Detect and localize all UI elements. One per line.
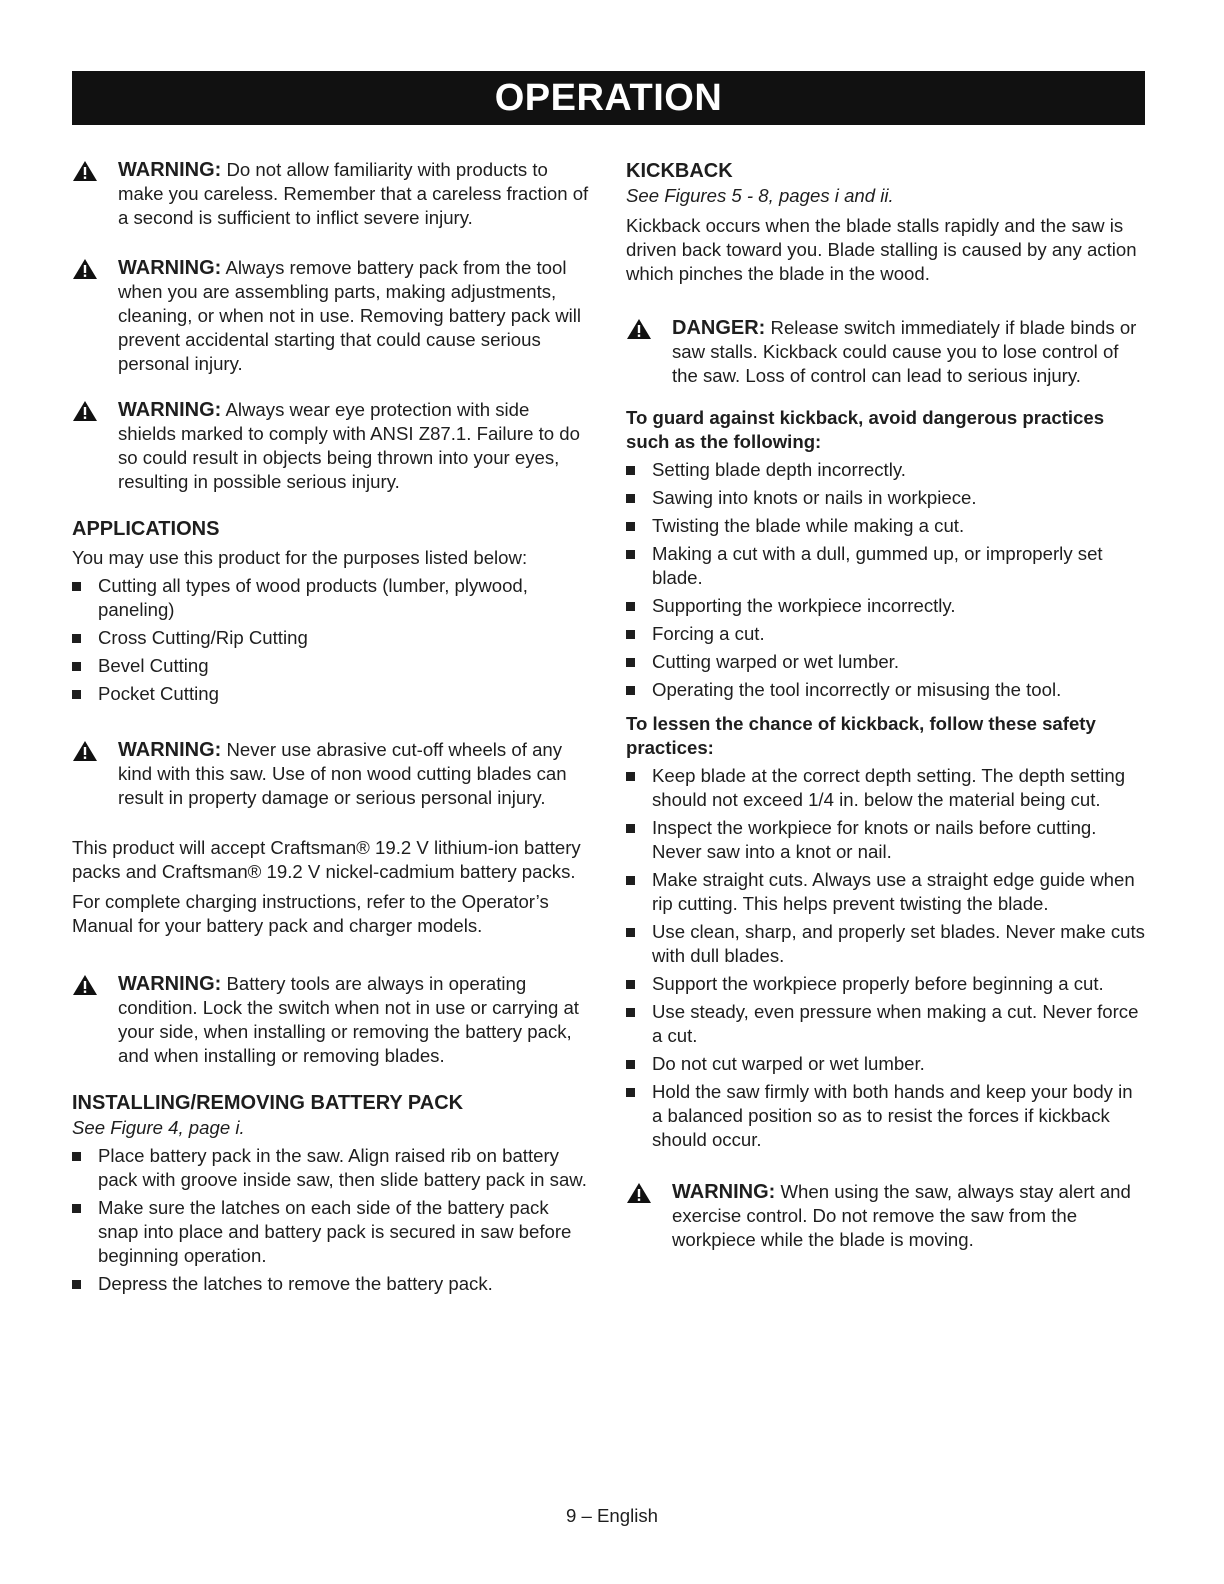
- list-item: Use clean, sharp, and properly set blades. Never make cuts with dull blades.: [626, 920, 1146, 968]
- list-item: Cross Cutting/Rip Cutting: [72, 626, 592, 650]
- bullet-icon: [626, 772, 635, 781]
- battery-steps-list: [72, 1144, 592, 1296]
- list-item: Making a cut with a dull, gummed up, or improperly set blade.: [626, 542, 1146, 590]
- warning-label: WARNING:: [118, 257, 222, 279]
- warning-remove-battery: [72, 256, 592, 376]
- left-column: [72, 158, 592, 1296]
- applications-list: [72, 574, 592, 706]
- warning-text: Battery tools are always in operating condition. Lock the switch when not in use or carrying at your side, when installing or removing the battery pack, and when installing or removing blades.: [118, 973, 579, 1066]
- warning-stay-alert: [626, 1180, 1146, 1252]
- bullet-icon: [72, 634, 81, 643]
- bullet-icon: [626, 630, 635, 639]
- list-item: Keep blade at the correct depth setting. The depth setting should not exceed 1/4 in. below the material being cut.: [626, 764, 1146, 812]
- list-item: Operating the tool incorrectly or misusing the tool.: [626, 678, 1146, 702]
- list-item: Twisting the blade while making a cut.: [626, 514, 1146, 538]
- kickback-figure-reference: See Figures 5 - 8, pages i and ii.: [626, 185, 894, 206]
- warning-triangle-icon: [72, 258, 98, 280]
- list-item: Cutting all types of wood products (lumber, plywood, paneling): [72, 574, 592, 622]
- bullet-icon: [626, 522, 635, 531]
- warning-text: When using the saw, always stay alert and exercise control. Do not remove the saw from the workpiece while the blade is moving.: [672, 1181, 1131, 1250]
- list-item: Inspect the workpiece for knots or nails before cutting. Never saw into a knot or nail.: [626, 816, 1146, 864]
- battery-figure-reference: See Figure 4, page i.: [72, 1117, 245, 1138]
- battery-compat-paragraph: This product will accept Craftsman® 19.2 V lithium-ion battery packs and Craftsman® 19.2 V nickel-cadmium battery packs.: [72, 837, 581, 882]
- danger-release-switch: [626, 316, 1146, 388]
- bullet-icon: [626, 494, 635, 503]
- warning-text: Always wear eye protection with side shields marked to comply with ANSI Z87.1. Failure to do so could result in objects being thrown into your eyes, resulting in possible serious injury.: [118, 399, 580, 492]
- bullet-icon: [626, 466, 635, 475]
- list-item: Pocket Cutting: [72, 682, 592, 706]
- list-item: Make sure the latches on each side of the battery pack snap into place and battery pack is secured in saw before beginning operation.: [72, 1196, 592, 1268]
- guard-list: [626, 458, 1146, 702]
- warning-text: Do not allow familiarity with products to make you careless. Remember that a careless fraction of a second is sufficient to inflict severe injury.: [118, 159, 589, 228]
- warning-label: WARNING:: [118, 399, 222, 421]
- lessen-list: [626, 764, 1146, 1152]
- guard-heading: To guard against kickback, avoid dangerous practices such as the following:: [626, 407, 1105, 452]
- list-item: Supporting the workpiece incorrectly.: [626, 594, 1146, 618]
- bullet-icon: [626, 686, 635, 695]
- kickback-intro: Kickback occurs when the blade stalls rapidly and the saw is driven back toward you. Blade stalling is caused by any action which pinches the blade in the wood.: [626, 215, 1137, 284]
- charging-paragraph: For complete charging instructions, refer to the Operator’s Manual for your battery pack and charger models.: [72, 891, 549, 936]
- warning-triangle-icon: [626, 318, 652, 340]
- warning-eye-protection: [72, 398, 592, 494]
- bullet-icon: [626, 550, 635, 559]
- list-item: Bevel Cutting: [72, 654, 592, 678]
- applications-intro: You may use this product for the purposes listed below:: [72, 547, 528, 568]
- bullet-icon: [626, 1088, 635, 1097]
- warning-battery-tools: [72, 972, 592, 1068]
- bullet-icon: [626, 1060, 635, 1069]
- bullet-icon: [72, 1280, 81, 1289]
- bullet-icon: [626, 928, 635, 937]
- kickback-heading: KICKBACK: [626, 160, 733, 182]
- list-item: Make straight cuts. Always use a straight edge guide when rip cutting. This helps prevent twisting the blade.: [626, 868, 1146, 916]
- section-banner: OPERATION: [72, 71, 1145, 125]
- danger-text: Release switch immediately if blade binds or saw stalls. Kickback could cause you to lose control of the saw. Loss of control can lead to serious injury.: [672, 317, 1137, 386]
- list-item: Hold the saw firmly with both hands and keep your body in a balanced position so as to resist the forces if kickback should occur.: [626, 1080, 1146, 1152]
- list-item: Forcing a cut.: [626, 622, 1146, 646]
- bullet-icon: [72, 690, 81, 699]
- right-column: [626, 158, 1146, 1274]
- warning-triangle-icon: [72, 400, 98, 422]
- warning-label: WARNING:: [118, 159, 222, 181]
- warning-triangle-icon: [626, 1182, 652, 1204]
- bullet-icon: [626, 602, 635, 611]
- page-footer: 9 – English: [566, 1505, 658, 1526]
- warning-familiarity: [72, 158, 592, 230]
- applications-heading: APPLICATIONS: [72, 518, 220, 540]
- list-item: Cutting warped or wet lumber.: [626, 650, 1146, 674]
- warning-triangle-icon: [72, 160, 98, 182]
- bullet-icon: [626, 658, 635, 667]
- bullet-icon: [72, 1204, 81, 1213]
- bullet-icon: [72, 1152, 81, 1161]
- warning-triangle-icon: [72, 974, 98, 996]
- list-item: Sawing into knots or nails in workpiece.: [626, 486, 1146, 510]
- list-item: Support the workpiece properly before beginning a cut.: [626, 972, 1146, 996]
- bullet-icon: [72, 582, 81, 591]
- list-item: Depress the latches to remove the battery pack.: [72, 1272, 592, 1296]
- warning-text: Never use abrasive cut-off wheels of any kind with this saw. Use of non wood cutting blades can result in property damage or serious personal injury.: [118, 739, 567, 808]
- bullet-icon: [72, 662, 81, 671]
- danger-label: DANGER:: [672, 317, 766, 339]
- list-item: Use steady, even pressure when making a cut. Never force a cut.: [626, 1000, 1146, 1048]
- list-item: Do not cut warped or wet lumber.: [626, 1052, 1146, 1076]
- list-item: Place battery pack in the saw. Align raised rib on battery pack with groove inside saw, then slide battery pack in saw.: [72, 1144, 592, 1192]
- warning-abrasive-wheels: [72, 738, 592, 810]
- warning-label: WARNING:: [672, 1181, 776, 1203]
- warning-label: WARNING:: [118, 739, 222, 761]
- bullet-icon: [626, 876, 635, 885]
- battery-heading: INSTALLING/REMOVING BATTERY PACK: [72, 1092, 464, 1114]
- warning-triangle-icon: [72, 740, 98, 762]
- bullet-icon: [626, 980, 635, 989]
- warning-text: Always remove battery pack from the tool when you are assembling parts, making adjustments, cleaning, or when not in use. Removing battery pack will prevent accidental starting that could cause serious personal injury.: [118, 257, 582, 374]
- bullet-icon: [626, 1008, 635, 1017]
- warning-label: WARNING:: [118, 973, 222, 995]
- bullet-icon: [626, 824, 635, 833]
- list-item: Setting blade depth incorrectly.: [626, 458, 1146, 482]
- lessen-heading: To lessen the chance of kickback, follow these safety practices:: [626, 713, 1096, 758]
